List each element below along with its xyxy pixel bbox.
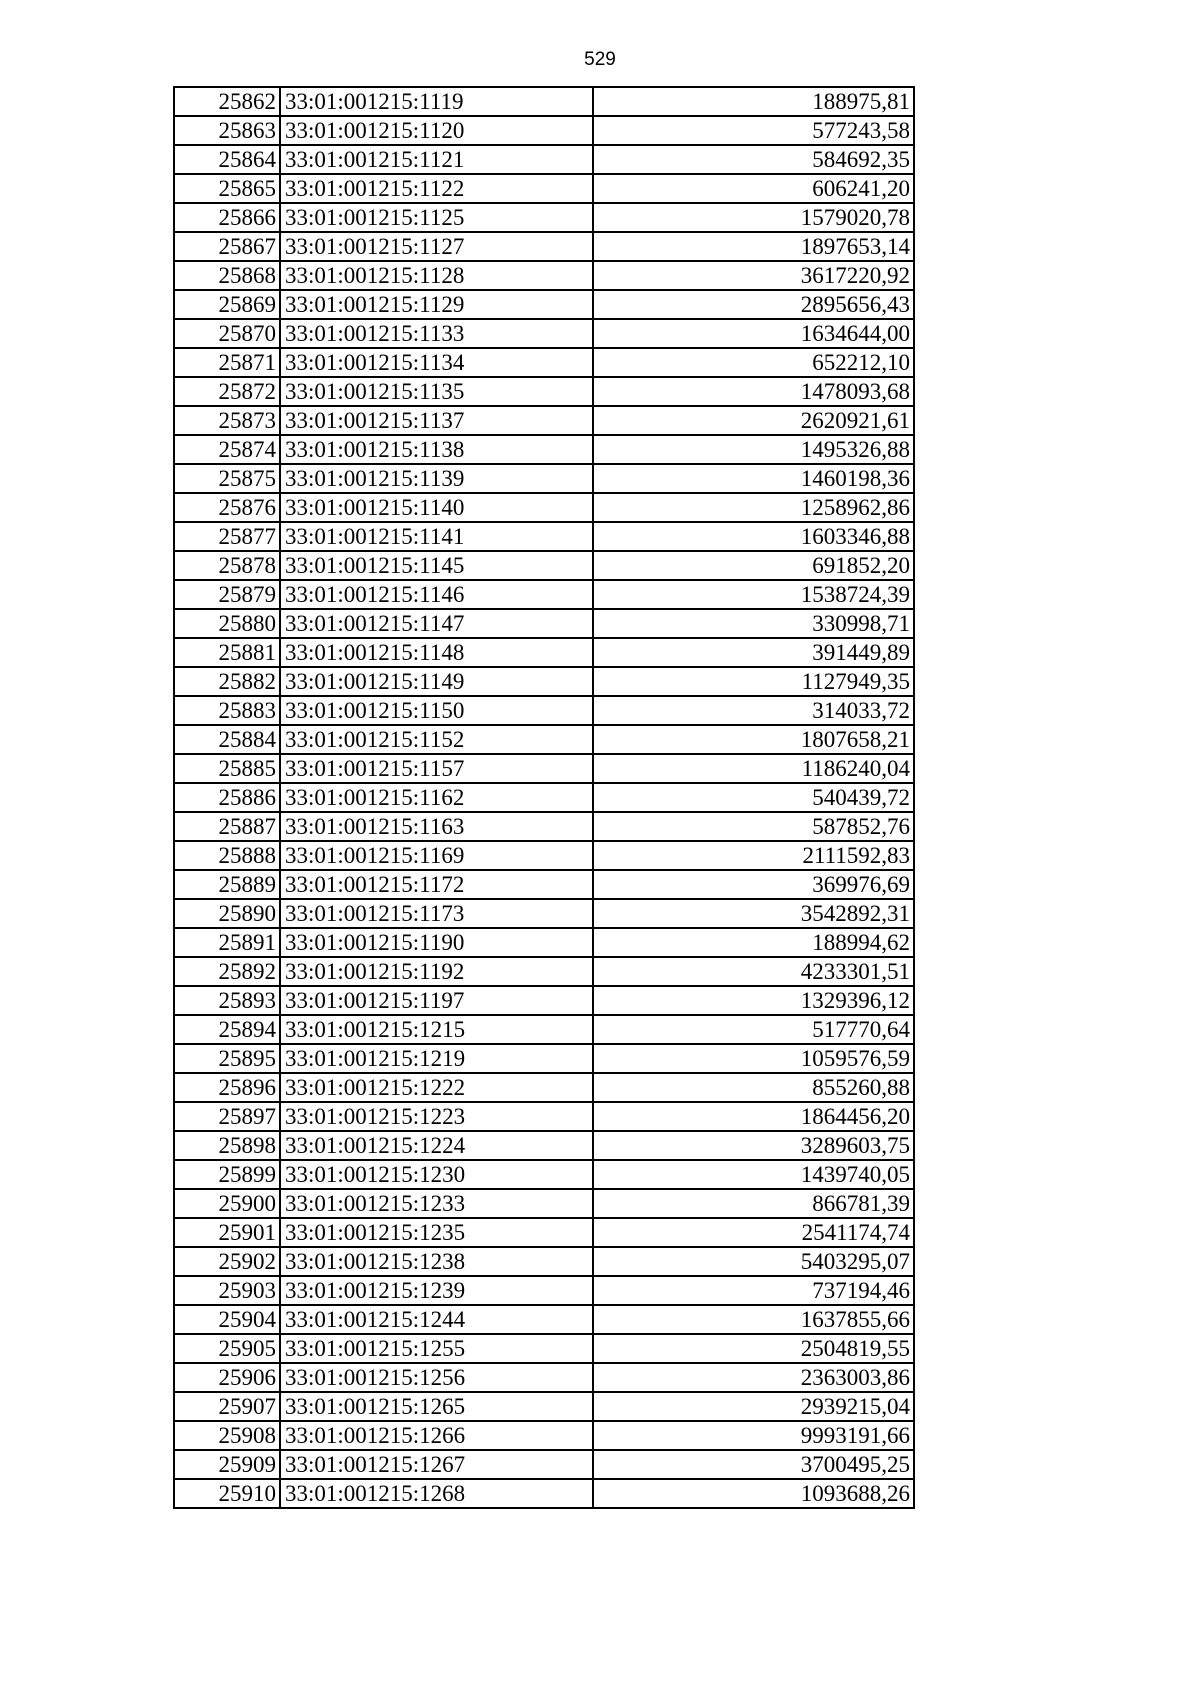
cadastral-number-cell: 33:01:001215:1238: [280, 1247, 593, 1276]
table-row: [174, 1421, 914, 1450]
page-number: 529: [584, 49, 616, 70]
cadastral-number-cell: 33:01:001215:1120: [280, 116, 593, 145]
cadastral-number-cell: 33:01:001215:1139: [280, 464, 593, 493]
value-cell: 3289603,75: [593, 1131, 914, 1160]
value-cell: 2541174,74: [593, 1218, 914, 1247]
cadastral-number-cell: 33:01:001215:1197: [280, 986, 593, 1015]
value-cell: 517770,64: [593, 1015, 914, 1044]
value-cell: 866781,39: [593, 1189, 914, 1218]
value-cell: 330998,71: [593, 609, 914, 638]
value-cell: 1127949,35: [593, 667, 914, 696]
value-cell: 2111592,83: [593, 841, 914, 870]
row-number-cell: 25892: [174, 957, 280, 986]
value-cell: 1439740,05: [593, 1160, 914, 1189]
row-number-cell: 25882: [174, 667, 280, 696]
row-number-cell: 25906: [174, 1363, 280, 1392]
cadastral-number-cell: 33:01:001215:1119: [280, 87, 593, 116]
row-number-cell: 25889: [174, 870, 280, 899]
cadastral-number-cell: 33:01:001215:1122: [280, 174, 593, 203]
row-number-cell: 25874: [174, 435, 280, 464]
value-cell: 587852,76: [593, 812, 914, 841]
value-cell: 2939215,04: [593, 1392, 914, 1421]
table-row: [174, 174, 914, 203]
table-row: [174, 348, 914, 377]
table-row: [174, 1015, 914, 1044]
value-cell: 4233301,51: [593, 957, 914, 986]
value-cell: 1495326,88: [593, 435, 914, 464]
table-row: [174, 1305, 914, 1334]
table-row: [174, 899, 914, 928]
cadastral-number-cell: 33:01:001215:1125: [280, 203, 593, 232]
value-cell: 1093688,26: [593, 1479, 914, 1508]
value-cell: 2895656,43: [593, 290, 914, 319]
value-cell: 188975,81: [593, 87, 914, 116]
value-cell: 1807658,21: [593, 725, 914, 754]
value-cell: 1478093,68: [593, 377, 914, 406]
cadastral-number-cell: 33:01:001215:1266: [280, 1421, 593, 1450]
value-cell: 1634644,00: [593, 319, 914, 348]
cadastral-number-cell: 33:01:001215:1129: [280, 290, 593, 319]
value-cell: 3700495,25: [593, 1450, 914, 1479]
table-row: [174, 667, 914, 696]
row-number-cell: 25903: [174, 1276, 280, 1305]
row-number-cell: 25868: [174, 261, 280, 290]
cadastral-number-cell: 33:01:001215:1141: [280, 522, 593, 551]
table-row: [174, 1131, 914, 1160]
value-cell: 314033,72: [593, 696, 914, 725]
value-cell: 1603346,88: [593, 522, 914, 551]
row-number-cell: 25897: [174, 1102, 280, 1131]
row-number-cell: 25880: [174, 609, 280, 638]
table-row: [174, 928, 914, 957]
table-row: [174, 1102, 914, 1131]
table-row: [174, 609, 914, 638]
table-row: [174, 1044, 914, 1073]
cadastral-number-cell: 33:01:001215:1138: [280, 435, 593, 464]
table-row: [174, 1189, 914, 1218]
value-cell: 188994,62: [593, 928, 914, 957]
row-number-cell: 25907: [174, 1392, 280, 1421]
row-number-cell: 25870: [174, 319, 280, 348]
cadastral-number-cell: 33:01:001215:1267: [280, 1450, 593, 1479]
row-number-cell: 25877: [174, 522, 280, 551]
row-number-cell: 25881: [174, 638, 280, 667]
table-row: [174, 1392, 914, 1421]
value-cell: 584692,35: [593, 145, 914, 174]
row-number-cell: 25873: [174, 406, 280, 435]
cadastral-number-cell: 33:01:001215:1256: [280, 1363, 593, 1392]
data-table: [173, 86, 915, 1509]
cadastral-number-cell: 33:01:001215:1135: [280, 377, 593, 406]
table-row: [174, 1073, 914, 1102]
value-cell: 2620921,61: [593, 406, 914, 435]
value-cell: 1186240,04: [593, 754, 914, 783]
row-number-cell: 25883: [174, 696, 280, 725]
value-cell: 1538724,39: [593, 580, 914, 609]
row-number-cell: 25864: [174, 145, 280, 174]
row-number-cell: 25871: [174, 348, 280, 377]
value-cell: 1897653,14: [593, 232, 914, 261]
table-row: [174, 377, 914, 406]
table-row: [174, 435, 914, 464]
table-row: [174, 1334, 914, 1363]
row-number-cell: 25888: [174, 841, 280, 870]
table-row: [174, 1276, 914, 1305]
value-cell: 691852,20: [593, 551, 914, 580]
row-number-cell: 25898: [174, 1131, 280, 1160]
cadastral-number-cell: 33:01:001215:1121: [280, 145, 593, 174]
row-number-cell: 25908: [174, 1421, 280, 1450]
row-number-cell: 25863: [174, 116, 280, 145]
cadastral-number-cell: 33:01:001215:1222: [280, 1073, 593, 1102]
cadastral-number-cell: 33:01:001215:1162: [280, 783, 593, 812]
table-row: [174, 493, 914, 522]
row-number-cell: 25884: [174, 725, 280, 754]
row-number-cell: 25900: [174, 1189, 280, 1218]
row-number-cell: 25869: [174, 290, 280, 319]
row-number-cell: 25902: [174, 1247, 280, 1276]
cadastral-number-cell: 33:01:001215:1145: [280, 551, 593, 580]
row-number-cell: 25887: [174, 812, 280, 841]
cadastral-number-cell: 33:01:001215:1169: [280, 841, 593, 870]
table-row: [174, 1479, 914, 1508]
value-cell: 3617220,92: [593, 261, 914, 290]
value-cell: 9993191,66: [593, 1421, 914, 1450]
row-number-cell: 25878: [174, 551, 280, 580]
cadastral-number-cell: 33:01:001215:1149: [280, 667, 593, 696]
table-row: [174, 580, 914, 609]
row-number-cell: 25909: [174, 1450, 280, 1479]
cadastral-number-cell: 33:01:001215:1140: [280, 493, 593, 522]
table-row: [174, 522, 914, 551]
cadastral-number-cell: 33:01:001215:1233: [280, 1189, 593, 1218]
row-number-cell: 25875: [174, 464, 280, 493]
row-number-cell: 25891: [174, 928, 280, 957]
row-number-cell: 25885: [174, 754, 280, 783]
cadastral-number-cell: 33:01:001215:1127: [280, 232, 593, 261]
row-number-cell: 25896: [174, 1073, 280, 1102]
row-number-cell: 25894: [174, 1015, 280, 1044]
cadastral-number-cell: 33:01:001215:1137: [280, 406, 593, 435]
table-row: [174, 406, 914, 435]
row-number-cell: 25899: [174, 1160, 280, 1189]
value-cell: 652212,10: [593, 348, 914, 377]
cadastral-number-cell: 33:01:001215:1147: [280, 609, 593, 638]
table-row: [174, 551, 914, 580]
cadastral-number-cell: 33:01:001215:1223: [280, 1102, 593, 1131]
table-row: [174, 725, 914, 754]
value-cell: 855260,88: [593, 1073, 914, 1102]
value-cell: 369976,69: [593, 870, 914, 899]
row-number-cell: 25862: [174, 87, 280, 116]
value-cell: 1258962,86: [593, 493, 914, 522]
value-cell: 606241,20: [593, 174, 914, 203]
row-number-cell: 25895: [174, 1044, 280, 1073]
table-row: [174, 1450, 914, 1479]
row-number-cell: 25879: [174, 580, 280, 609]
value-cell: 737194,46: [593, 1276, 914, 1305]
cadastral-number-cell: 33:01:001215:1157: [280, 754, 593, 783]
cadastral-number-cell: 33:01:001215:1192: [280, 957, 593, 986]
row-number-cell: 25890: [174, 899, 280, 928]
row-number-cell: 25866: [174, 203, 280, 232]
value-cell: 1637855,66: [593, 1305, 914, 1334]
data-table-container: [173, 86, 915, 1509]
row-number-cell: 25867: [174, 232, 280, 261]
value-cell: 540439,72: [593, 783, 914, 812]
table-row: [174, 232, 914, 261]
cadastral-number-cell: 33:01:001215:1150: [280, 696, 593, 725]
table-row: [174, 261, 914, 290]
value-cell: 1329396,12: [593, 986, 914, 1015]
table-row: [174, 870, 914, 899]
table-row: [174, 957, 914, 986]
row-number-cell: 25910: [174, 1479, 280, 1508]
cadastral-number-cell: 33:01:001215:1268: [280, 1479, 593, 1508]
value-cell: 1864456,20: [593, 1102, 914, 1131]
table-row: [174, 116, 914, 145]
cadastral-number-cell: 33:01:001215:1173: [280, 899, 593, 928]
table-row: [174, 841, 914, 870]
cadastral-number-cell: 33:01:001215:1146: [280, 580, 593, 609]
cadastral-number-cell: 33:01:001215:1230: [280, 1160, 593, 1189]
value-cell: 3542892,31: [593, 899, 914, 928]
cadastral-number-cell: 33:01:001215:1172: [280, 870, 593, 899]
value-cell: 2363003,86: [593, 1363, 914, 1392]
cadastral-number-cell: 33:01:001215:1133: [280, 319, 593, 348]
table-row: [174, 290, 914, 319]
value-cell: 577243,58: [593, 116, 914, 145]
cadastral-number-cell: 33:01:001215:1244: [280, 1305, 593, 1334]
cadastral-number-cell: 33:01:001215:1265: [280, 1392, 593, 1421]
cadastral-number-cell: 33:01:001215:1255: [280, 1334, 593, 1363]
table-row: [174, 812, 914, 841]
table-row: [174, 986, 914, 1015]
cadastral-number-cell: 33:01:001215:1190: [280, 928, 593, 957]
row-number-cell: 25865: [174, 174, 280, 203]
row-number-cell: 25893: [174, 986, 280, 1015]
table-row: [174, 1247, 914, 1276]
cadastral-number-cell: 33:01:001215:1215: [280, 1015, 593, 1044]
value-cell: 1460198,36: [593, 464, 914, 493]
value-cell: 1579020,78: [593, 203, 914, 232]
row-number-cell: 25872: [174, 377, 280, 406]
table-row: [174, 203, 914, 232]
table-row: [174, 319, 914, 348]
table-row: [174, 464, 914, 493]
table-row: [174, 1160, 914, 1189]
cadastral-number-cell: 33:01:001215:1235: [280, 1218, 593, 1247]
cadastral-number-cell: 33:01:001215:1163: [280, 812, 593, 841]
row-number-cell: 25904: [174, 1305, 280, 1334]
table-row: [174, 87, 914, 116]
table-row: [174, 754, 914, 783]
row-number-cell: 25876: [174, 493, 280, 522]
value-cell: 1059576,59: [593, 1044, 914, 1073]
row-number-cell: 25905: [174, 1334, 280, 1363]
cadastral-number-cell: 33:01:001215:1239: [280, 1276, 593, 1305]
cadastral-number-cell: 33:01:001215:1148: [280, 638, 593, 667]
table-row: [174, 145, 914, 174]
cadastral-number-cell: 33:01:001215:1224: [280, 1131, 593, 1160]
value-cell: 5403295,07: [593, 1247, 914, 1276]
value-cell: 391449,89: [593, 638, 914, 667]
row-number-cell: 25886: [174, 783, 280, 812]
table-row: [174, 1218, 914, 1247]
table-row: [174, 638, 914, 667]
cadastral-number-cell: 33:01:001215:1128: [280, 261, 593, 290]
table-body: [174, 87, 914, 1508]
table-row: [174, 1363, 914, 1392]
cadastral-number-cell: 33:01:001215:1134: [280, 348, 593, 377]
cadastral-number-cell: 33:01:001215:1219: [280, 1044, 593, 1073]
table-row: [174, 783, 914, 812]
table-row: [174, 696, 914, 725]
row-number-cell: 25901: [174, 1218, 280, 1247]
value-cell: 2504819,55: [593, 1334, 914, 1363]
cadastral-number-cell: 33:01:001215:1152: [280, 725, 593, 754]
